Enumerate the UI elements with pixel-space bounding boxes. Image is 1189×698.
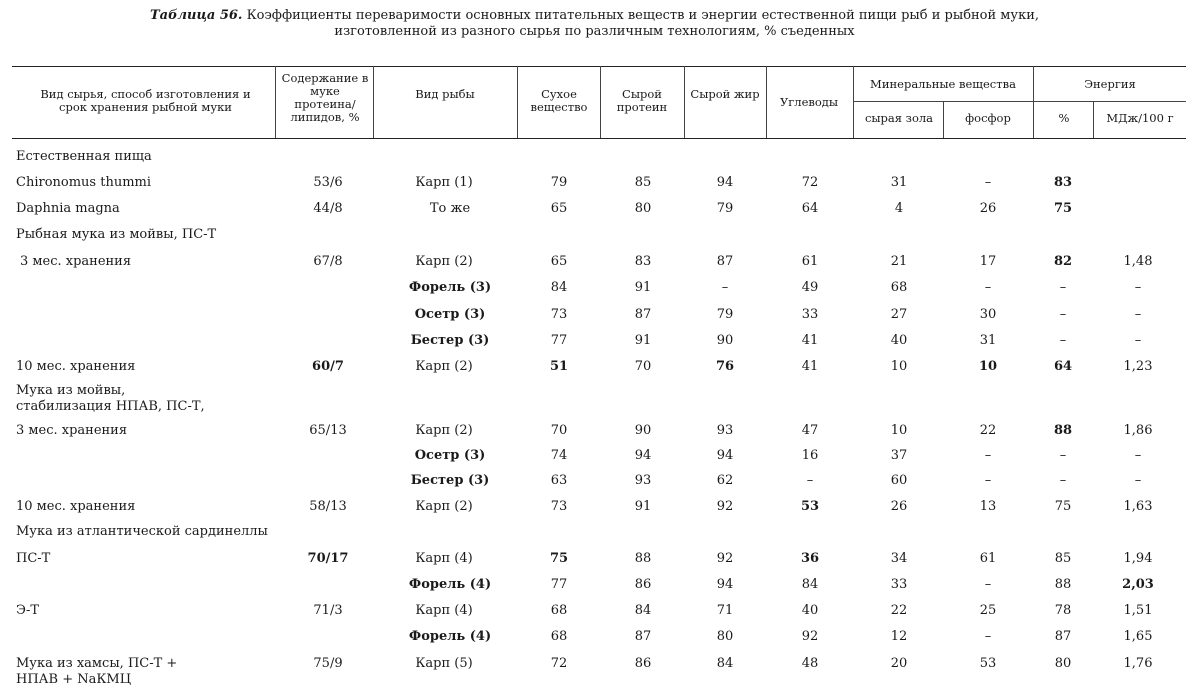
cell-carbs: 40 — [801, 603, 819, 618]
cell-phosphorus: 10 — [978, 359, 998, 374]
cell-energy-pct: 88 — [1054, 577, 1072, 592]
row-label-cont: стабилизация НПАВ, ПС-Т, — [16, 399, 205, 414]
cell-phosphorus: 31 — [979, 333, 997, 348]
cell-phosphorus: 13 — [979, 499, 997, 514]
cell-ash: 60 — [890, 473, 908, 488]
header-divider — [600, 66, 601, 138]
caption-label: Таблица 56. — [150, 8, 243, 23]
cell-phosphorus: 30 — [979, 307, 997, 322]
header-fish-species: Вид рыбы — [415, 87, 475, 101]
cell-energy-pct: 78 — [1054, 603, 1072, 618]
cell-protein-lipid: 53/6 — [313, 175, 343, 190]
cell-protein: 91 — [634, 333, 652, 348]
row-label: Мука из мойвы, — [16, 383, 126, 398]
cell-fat: 92 — [716, 499, 734, 514]
cell-carbs: 84 — [801, 577, 819, 592]
cell-ash: 21 — [890, 254, 908, 269]
cell-ash: 10 — [890, 359, 908, 374]
cell-ash: 34 — [890, 551, 908, 566]
cell-fat: 90 — [716, 333, 734, 348]
cell-ash: 27 — [890, 307, 908, 322]
cell-protein: 83 — [634, 254, 652, 269]
cell-carbs: 41 — [801, 333, 819, 348]
header-divider — [943, 101, 944, 138]
cell-dry: 77 — [550, 333, 568, 348]
cell-phosphorus: – — [984, 448, 992, 463]
cell-ash: 10 — [890, 423, 908, 438]
header-minerals: Минеральные вещества — [870, 77, 1016, 91]
cell-protein-lipid: 60/7 — [312, 359, 344, 374]
cell-fish: Карп (2) — [415, 254, 473, 269]
cell-phosphorus: 61 — [979, 551, 997, 566]
cell-ash: 68 — [890, 280, 908, 295]
cell-fat: 94 — [716, 448, 734, 463]
cell-carbs: 92 — [801, 629, 819, 644]
cell-dry: 77 — [550, 577, 568, 592]
cell-energy-pct: 87 — [1054, 629, 1072, 644]
cell-fat: – — [721, 280, 729, 295]
cell-fat: 84 — [716, 656, 734, 671]
row-label: Рыбная мука из мойвы, ПС-Т — [16, 227, 217, 242]
cell-dry: 68 — [550, 603, 568, 618]
cell-dry: 73 — [550, 499, 568, 514]
cell-fish: Форель (4) — [408, 629, 492, 644]
cell-fish: Карп (2) — [415, 359, 473, 374]
cell-carbs: 33 — [801, 307, 819, 322]
cell-energy-mj: 1,94 — [1123, 551, 1153, 566]
cell-dry: 68 — [550, 629, 568, 644]
cell-phosphorus: – — [984, 629, 992, 644]
cell-ash: 40 — [890, 333, 908, 348]
cell-energy-mj: – — [1134, 307, 1142, 322]
cell-protein-lipid: 75/9 — [313, 656, 343, 671]
header-top-rule — [12, 66, 1186, 67]
table-caption — [0, 8, 1189, 40]
cell-energy-pct: – — [1059, 333, 1067, 348]
cell-fish: Бестер (3) — [410, 333, 490, 348]
cell-ash: 37 — [890, 448, 908, 463]
row-label: Э-Т — [16, 603, 40, 618]
row-label: Мука из хамсы, ПС-Т + — [16, 656, 178, 671]
header-phosphorus: фосфор — [965, 111, 1011, 125]
cell-phosphorus: – — [984, 473, 992, 488]
cell-carbs: 47 — [801, 423, 819, 438]
cell-fat: 93 — [716, 423, 734, 438]
cell-energy-mj: 1,51 — [1123, 603, 1153, 618]
cell-fat: 62 — [716, 473, 734, 488]
cell-phosphorus: – — [984, 280, 992, 295]
cell-protein: 86 — [634, 656, 652, 671]
header-divider — [517, 66, 518, 138]
caption-line-1: Коэффициенты переваримости основных питательных веществ и энергии естественной пищи рыб и рыбной муки, — [246, 8, 1039, 23]
cell-dry: 74 — [550, 448, 568, 463]
row-label: 3 мес. хранения — [20, 254, 132, 269]
cell-protein: 87 — [634, 307, 652, 322]
header-divider — [766, 66, 767, 138]
cell-energy-mj: – — [1134, 280, 1142, 295]
cell-ash: 4 — [894, 201, 904, 216]
cell-phosphorus: – — [984, 175, 992, 190]
cell-energy-mj: 1,76 — [1123, 656, 1153, 671]
cell-energy-mj: 1,63 — [1123, 499, 1153, 514]
cell-protein: 85 — [634, 175, 652, 190]
cell-energy-pct: 83 — [1053, 175, 1073, 190]
cell-fat: 94 — [716, 175, 734, 190]
header-carbohydrates: Углеводы — [779, 95, 839, 109]
cell-dry: 70 — [550, 423, 568, 438]
cell-energy-pct: – — [1059, 307, 1067, 322]
caption-line-2: изготовленной из разного сырья по различным технологиям, % съеденных — [334, 24, 855, 39]
cell-energy-mj: 1,48 — [1123, 254, 1153, 269]
cell-phosphorus: 53 — [979, 656, 997, 671]
cell-fat: 76 — [715, 359, 735, 374]
cell-carbs: – — [806, 473, 814, 488]
cell-fish: Форель (3) — [408, 280, 492, 295]
cell-dry: 79 — [550, 175, 568, 190]
row-label: Daphnia magna — [16, 201, 120, 216]
cell-ash: 33 — [890, 577, 908, 592]
row-label: ПС-Т — [16, 551, 51, 566]
cell-carbs: 53 — [800, 499, 820, 514]
cell-protein: 70 — [634, 359, 652, 374]
cell-energy-pct: 82 — [1053, 254, 1073, 269]
header-divider — [684, 66, 685, 138]
cell-energy-pct: 75 — [1054, 499, 1072, 514]
cell-fish: Карп (1) — [415, 175, 473, 190]
cell-dry: 65 — [550, 201, 568, 216]
row-label: Chironomus thummi — [16, 175, 152, 190]
header-divider — [373, 66, 374, 138]
cell-energy-pct: 64 — [1053, 359, 1073, 374]
header-crude-protein: Сырой протеин — [616, 87, 668, 114]
cell-fish: Форель (4) — [408, 577, 492, 592]
cell-dry: 65 — [550, 254, 568, 269]
header-raw-material: Вид сырья, способ изготовления и срок хранения рыбной муки — [40, 87, 251, 114]
cell-protein-lipid: 58/13 — [309, 499, 347, 514]
cell-protein: 93 — [634, 473, 652, 488]
header-energy-mj: МДж/100 г — [1106, 111, 1174, 125]
header-divider — [1033, 66, 1034, 138]
row-label: 3 мес. хранения — [16, 423, 128, 438]
cell-fish: То же — [429, 201, 471, 216]
header-divider — [275, 66, 276, 138]
cell-energy-mj: 2,03 — [1122, 577, 1154, 592]
cell-fish: Осетр (3) — [414, 448, 486, 463]
cell-phosphorus: 17 — [979, 254, 997, 269]
cell-protein-lipid: 71/3 — [313, 603, 343, 618]
cell-energy-mj: 1,86 — [1123, 423, 1153, 438]
cell-ash: 22 — [890, 603, 908, 618]
cell-energy-pct: 85 — [1054, 551, 1072, 566]
cell-protein: 90 — [634, 423, 652, 438]
cell-fish: Карп (4) — [415, 551, 473, 566]
cell-fish: Карп (2) — [415, 499, 473, 514]
cell-protein: 91 — [634, 499, 652, 514]
cell-carbs: 48 — [801, 656, 819, 671]
cell-phosphorus: 26 — [979, 201, 997, 216]
cell-phosphorus: – — [984, 577, 992, 592]
energy-subrule — [1033, 101, 1186, 102]
cell-protein-lipid: 67/8 — [313, 254, 343, 269]
cell-fish: Карп (4) — [415, 603, 473, 618]
cell-dry: 84 — [550, 280, 568, 295]
cell-protein-lipid: 44/8 — [313, 201, 343, 216]
cell-energy-pct: – — [1059, 280, 1067, 295]
header-protein-lipid-content: Содержание в муке протеина/ липидов, % — [281, 71, 369, 124]
header-divider — [853, 66, 854, 138]
cell-protein: 84 — [634, 603, 652, 618]
cell-phosphorus: 22 — [979, 423, 997, 438]
cell-ash: 12 — [890, 629, 908, 644]
cell-protein: 87 — [634, 629, 652, 644]
row-label: Мука из атлантической сардинеллы — [16, 524, 268, 539]
cell-dry: 72 — [550, 656, 568, 671]
cell-carbs: 49 — [801, 280, 819, 295]
cell-dry: 73 — [550, 307, 568, 322]
cell-energy-mj: 1,65 — [1123, 629, 1153, 644]
header-crude-ash: сырая зола — [864, 111, 934, 125]
header-dry-matter: Сухое вещество — [530, 87, 588, 114]
cell-fat: 92 — [716, 551, 734, 566]
cell-protein-lipid: 70/17 — [307, 551, 349, 566]
cell-carbs: 36 — [800, 551, 820, 566]
cell-energy-mj: 1,23 — [1123, 359, 1153, 374]
cell-energy-mj: – — [1134, 333, 1142, 348]
cell-dry: 75 — [549, 551, 569, 566]
row-label: 10 мес. хранения — [16, 499, 136, 514]
cell-energy-pct: 75 — [1053, 201, 1073, 216]
cell-ash: 31 — [890, 175, 908, 190]
cell-carbs: 61 — [801, 254, 819, 269]
header-divider — [1093, 101, 1094, 138]
cell-fat: 79 — [716, 307, 734, 322]
cell-energy-pct: – — [1059, 473, 1067, 488]
cell-carbs: 41 — [801, 359, 819, 374]
cell-phosphorus: 25 — [979, 603, 997, 618]
header-bottom-rule — [12, 138, 1186, 139]
cell-fat: 87 — [716, 254, 734, 269]
cell-protein-lipid: 65/13 — [309, 423, 347, 438]
row-label: 10 мес. хранения — [16, 359, 136, 374]
row-label: Естественная пища — [16, 149, 152, 164]
cell-fat: 80 — [716, 629, 734, 644]
cell-protein: 94 — [634, 448, 652, 463]
cell-carbs: 16 — [801, 448, 819, 463]
cell-dry: 51 — [549, 359, 569, 374]
header-energy-percent: % — [1058, 111, 1070, 125]
cell-energy-pct: 88 — [1053, 423, 1073, 438]
cell-fish: Карп (2) — [415, 423, 473, 438]
cell-fat: 79 — [716, 201, 734, 216]
header-energy: Энергия — [1084, 77, 1136, 91]
cell-protein: 80 — [634, 201, 652, 216]
cell-carbs: 64 — [801, 201, 819, 216]
cell-protein: 88 — [634, 551, 652, 566]
cell-energy-mj: – — [1134, 448, 1142, 463]
cell-ash: 26 — [890, 499, 908, 514]
cell-energy-pct: 80 — [1054, 656, 1072, 671]
cell-protein: 86 — [634, 577, 652, 592]
cell-carbs: 72 — [801, 175, 819, 190]
cell-fat: 71 — [716, 603, 734, 618]
cell-dry: 63 — [550, 473, 568, 488]
cell-fat: 94 — [716, 577, 734, 592]
cell-fish: Осетр (3) — [414, 307, 486, 322]
cell-ash: 20 — [890, 656, 908, 671]
cell-protein: 91 — [634, 280, 652, 295]
cell-fish: Карп (5) — [415, 656, 473, 671]
cell-energy-mj: – — [1134, 473, 1142, 488]
header-crude-fat: Сырой жир — [690, 87, 760, 101]
cell-fish: Бестер (3) — [410, 473, 490, 488]
cell-energy-pct: – — [1059, 448, 1067, 463]
row-label-cont: НПАВ + NaКМЦ — [16, 672, 132, 687]
